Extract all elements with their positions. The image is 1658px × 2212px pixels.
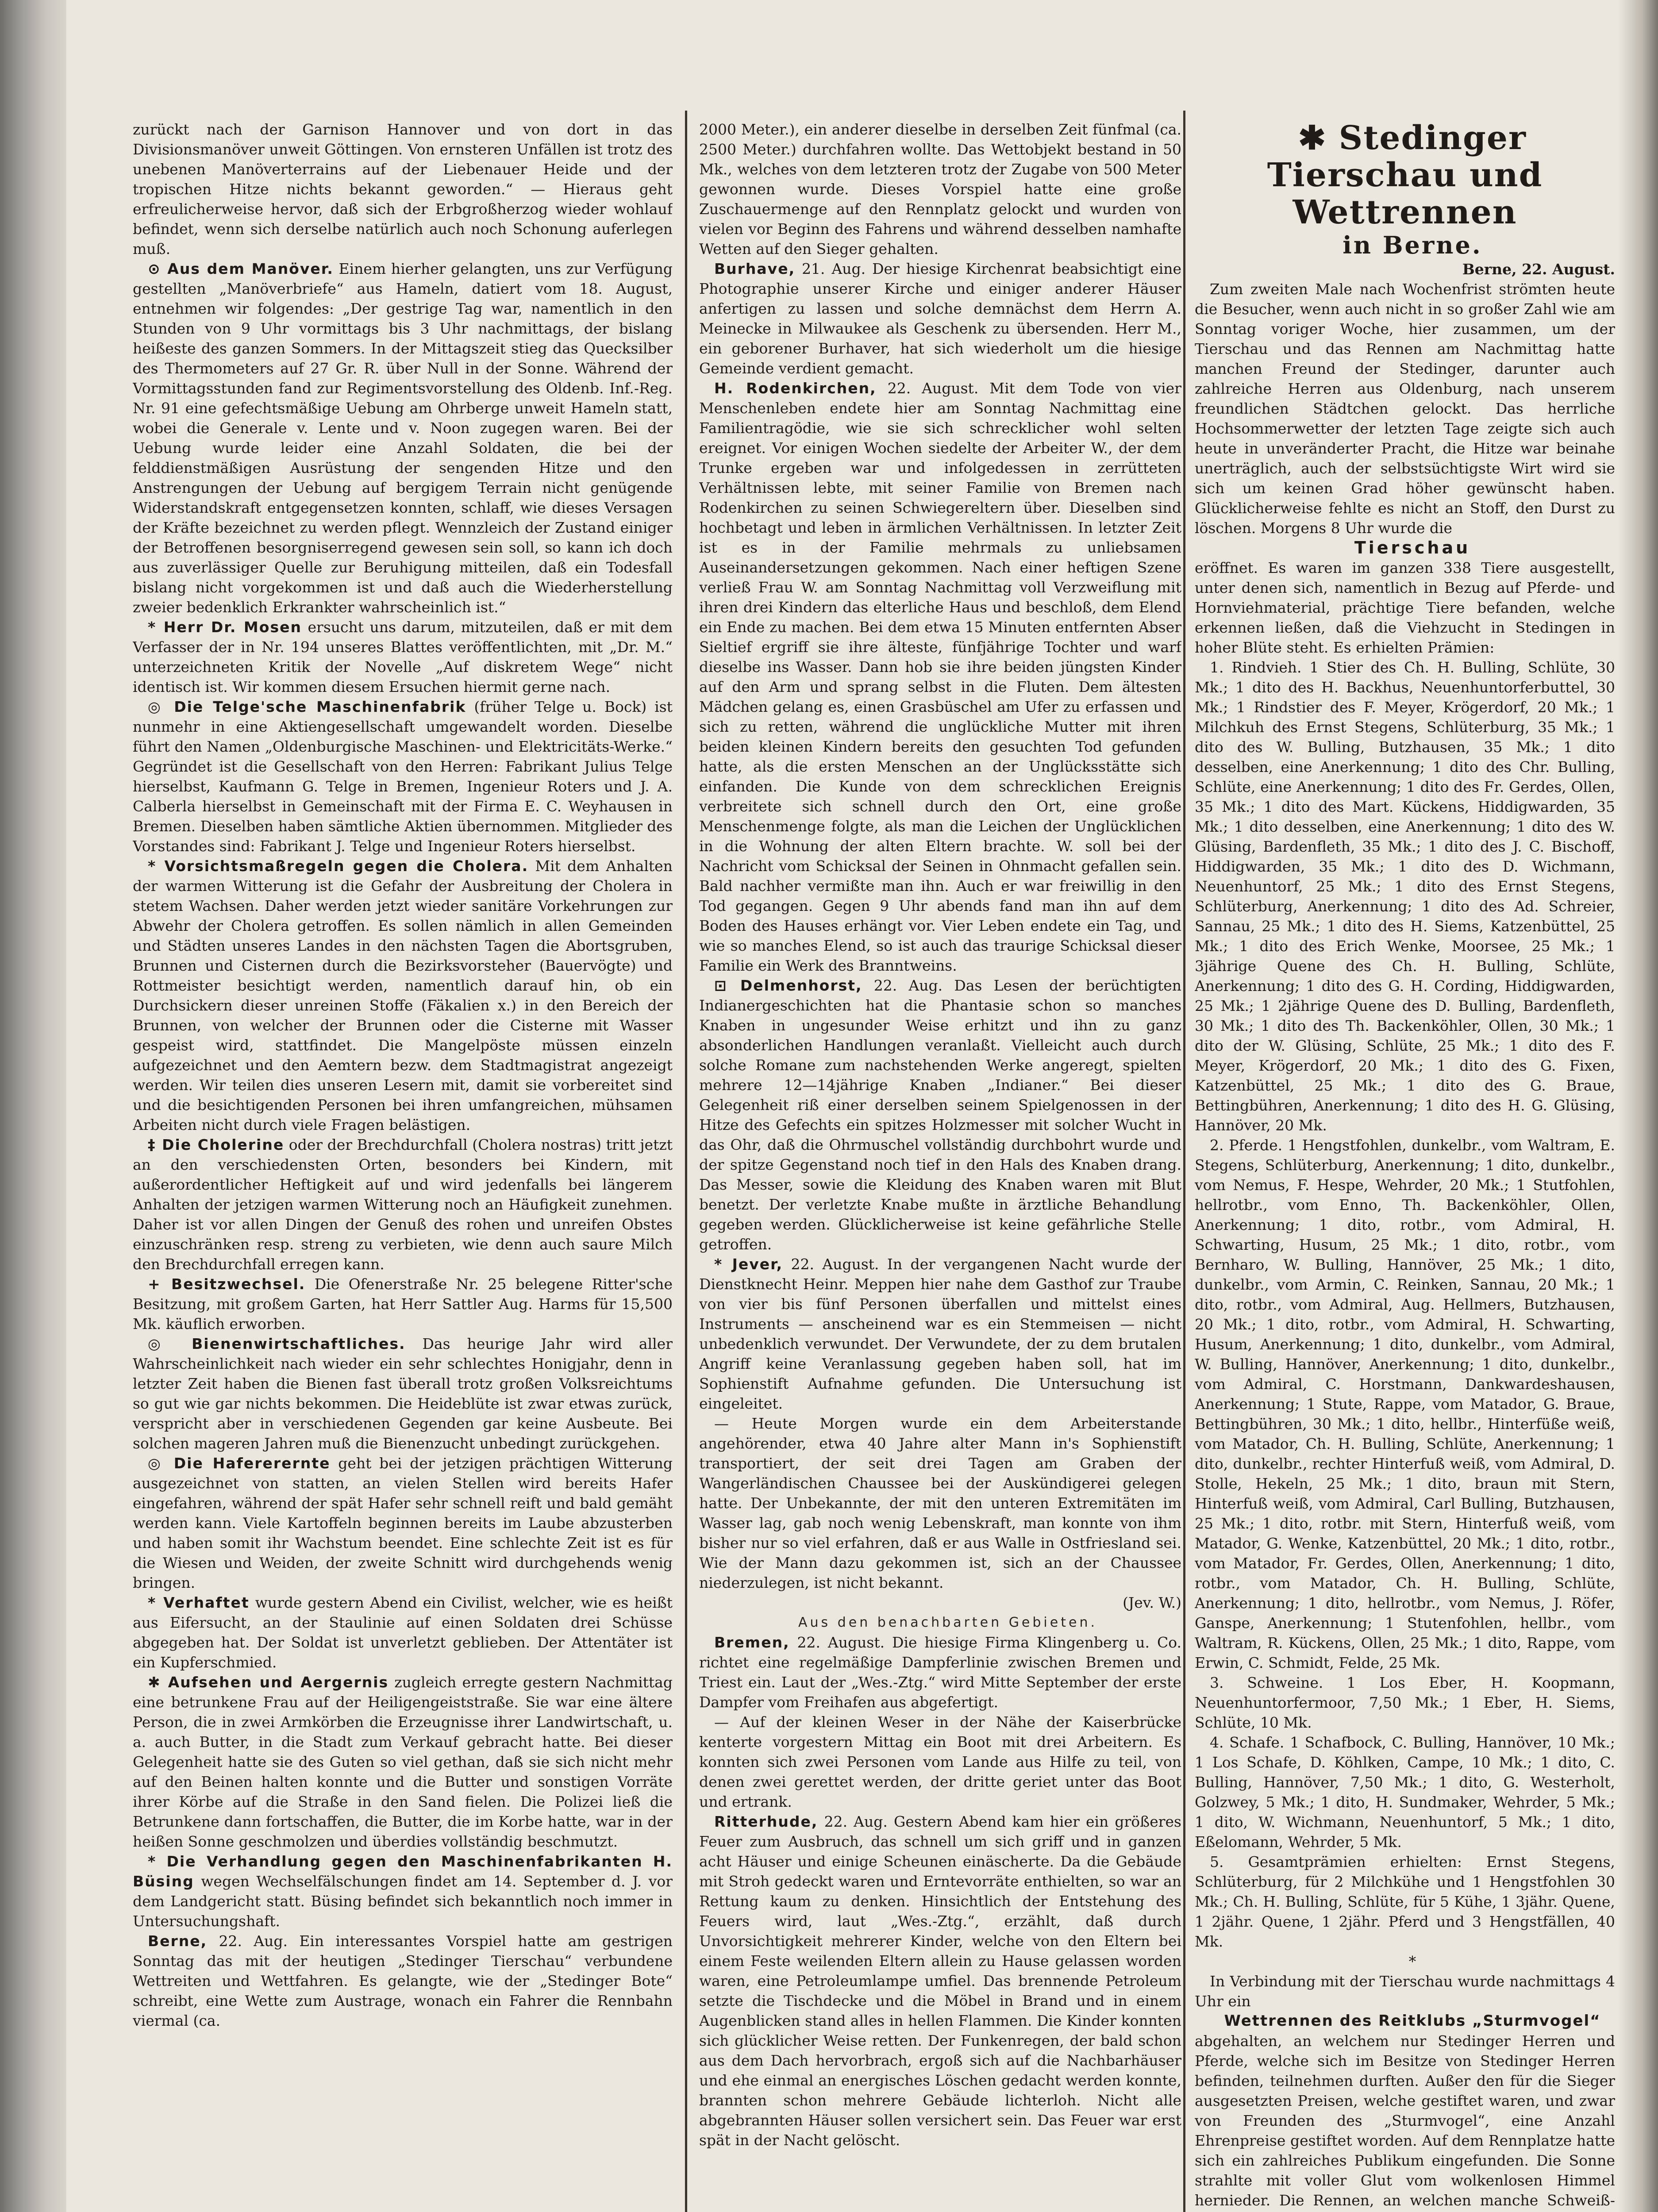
article-buesing [133, 1851, 673, 1931]
article-heading: ◎ Die Telge'sche Maschinenfabrik [148, 698, 466, 715]
article-text: — Heute Morgen wurde ein dem Arbeiterstande angehörender, etwa 40 Jahre alter Mann in's Sophienstift transportiert, der seit drei Tagen am Graben der Wangerländischen Chaussee bei der Auskündigerei gelegen hatte. Der Unbekannte, der mit den unteren Extremitäten im Wasser lag, gab noch wenig Lebenskraft, man konnte von ihm bisher nur so viel erfahren, daß er aus Walle in Ostfriesland sei. Wie der Mann dazu gekommen ist, sich an der Chaussee niederzulegen, ist nicht bekannt. [699, 1415, 1181, 1591]
article-text: (früher Telge u. Bock) ist nunmehr in eine Aktiengesellschaft umgewandelt worden. Dieselbe führt den Namen „Oldenburgische Maschinen- und Elektricitäts-Werke.“ Gegründet ist die Gesellschaft von den Herren: Fabrikant Julius Telge hierselbst, Kaufmann G. Telge in Bremen, Ingenieur Roters und J. A. Calberla hierselbst in Gemeinschaft mit der Firma E. C. Weyhausen in Bremen. Dieselben haben sämtliche Aktien übernommen. Mitglieder des Vorstandes sind: Fabrikant J. Telge und Ingenieur Roters hierselbst. [133, 698, 673, 855]
prize-list-cattle: 1. Rindvieh. 1 Stier des Ch. H. Bulling, Schlüte, 30 Mk.; 1 dito des H. Backhus, Neuenhuntorferbuttel, 30 Mk.; 1 Rindstier des F. Meyer, Krögerdorf, 20 Mk.; 1 Milchkuh des Ernst Stegens, Schlüterburg, 35 Mk.; 1 dito des W. Bulling, Butzhausen, 35 Mk.; 1 dito desselben, eine Anerkennung; 1 dito des Chr. Bulling, Schlüte, eine Anerkennung; 1 dito des Fr. Gerdes, Ollen, 35 Mk.; 1 dito des Mart. Kückens, Hiddigwarden, 35 Mk.; 1 dito desselben, eine Anerkennung; 1 dito des W. Glüsing, Bardenfleth, 35 Mk.; 1 dito des J. C. Bischoff, Hiddigwarden, 35 Mk.; 1 dito des D. Wichmann, Neuenhuntorf, 25 Mk.; 1 dito des Ernst Stegens, Schlüterburg, Anerkennung; 1 dito des Ad. Schreier, Sannau, 25 Mk.; 1 dito des H. Siems, Katzenbüttel, 25 Mk.; 1 dito des Erich Wenke, Moorsee, 25 Mk.; 1 3jährige Quene des Ch. H. Bulling, Schlüte, Anerkennung; 1 dito des G. H. Cording, Hiddigwarden, 25 Mk.; 1 2jährige Quene des D. Bulling, Bardenfleth, 30 Mk.; 1 dito des Th. Backenköhler, Ollen, 30 Mk.; 1 dito der W. Glüsing, Schlüte, 25 Mk.; 1 dito des F. Meyer, Krögerdorf, 20 Mk.; 1 dito des G. Fixen, Katzenbüttel, 25 Mk.; 1 dito des G. Braue, Bettingbühren, Anerkennung; 1 dito des H. G. Glüsing, Hannöver, 20 Mk. [1195, 659, 1615, 1134]
section-heading: Wettrennen des Reitklubs „Sturmvogel“ [1224, 2012, 1601, 2030]
article-burhave [699, 259, 1181, 378]
article-text: ersucht uns darum, mitzuteilen, daß er mit dem Verfasser der in Nr. 194 unseres Blattes veröffentlichten, mit „Dr. M.“ unterzeichneten Kritik der Novelle „Auf diskretem Wege“ nicht identisch ist. Wir kommen diesem Ersuchen hiermit gerne nach. [133, 618, 673, 695]
article-text: 21. Aug. Der hiesige Kirchenrat beabsichtigt eine Photographie unserer Kirche und einiger anderer Häuser anfertigen zu lassen und solche demnächst dem Herrn A. Meinecke in Milwaukee als Geschenk zu übersenden. Herr M., ein geborener Burhaver, hat sich wiederholt um die hiesige Gemeinde verdient gemacht. [699, 260, 1181, 377]
article-text: eröffnet. Es waren im ganzen 338 Tiere ausgestellt, unter denen sich, namentlich in Bezug auf Pferde- und Hornviehmaterial, prächtige Tiere befanden, welche erkennen ließen, daß die Viehzucht in Stedingen in hoher Blüte steht. Es erhielten Prämien: [1195, 559, 1615, 656]
article-text: 22. Aug. Das Lesen der berüchtigten Indianergeschichten hat die Phantasie schon so manches Knaben in ungesunder Weise erhitzt und ihn zu ganz absonderlichen Handlungen veranlaßt. Vielleicht auch durch solche Romane zum nachstehenden Werke angeregt, spielten mehrere 12—14jährige Knaben „Indianer.“ Bei dieser Gelegenheit riß einer derselben seinem Spielgenossen in der Hitze des Gefechts ein spitzes Holzmesser mit solcher Wucht in das Ohr, daß die Ohrmuschel vollständig durchbohrt wurde und der spitze Gegenstand noch tief in den Hals des Knaben drang. Das Messer, sowie die Kleidung des Knaben waren mit Blut benetzt. Der verletzte Knabe mußte in ärztliche Behandlung gegeben werden. Glücklicherweise ist keine gefährliche Stelle getroffen. [699, 977, 1181, 1253]
column-1 [133, 119, 673, 2212]
page-right-edge [1618, 0, 1658, 2212]
column-rule-2 [1183, 111, 1185, 2212]
article-heading: ⊡ Delmenhorst, [714, 977, 862, 994]
article-heading: ◎ Bienenwirtschaftliches. [148, 1335, 406, 1352]
article-bremen [699, 1632, 1181, 1712]
article-text: 22. August. In der vergangenen Nacht wurde der Dienstknecht Heinr. Meppen hier nahe dem Gasthof zur Traube von vier bis fünf Personen überfallen und mittelst eines Instruments — anscheinend war es ein Stemmeisen — nicht unbedenklich verwundet. Der Verwundete, der zu dem brutalen Angriff keine Veranlassung gegeben haben soll, hat im Sophienstift Aufnahme gefunden. Die Untersuchung ist eingeleitet. [699, 1256, 1181, 1412]
scan-binding-shadow [0, 0, 66, 2212]
article-heading: H. Rodenkirchen, [714, 380, 877, 397]
article-text: 22. Aug. Ein interessantes Vorspiel hatte am gestrigen Sonntag das mit der heutigen „Stedinger Tierschau“ verbundene Wettreiten und Wettfahren. Es gelangte, wie der „Stedinger Bote“ schreibt, eine Wette zum Austrage, wonach ein Fahrer die Rennbahn viermal (ca. [133, 1932, 673, 2029]
article-hafer [133, 1453, 673, 1593]
article-text: Das heurige Jahr wird aller Wahrscheinlichkeit nach wieder ein sehr schlechtes Honigjahr, denn in letzter Zeit haben die Bienen fast überall trotz großen Volksreichtums so gut wie gar nichts bekommen. Die Heideblüte ist zwar etwas zurück, verspricht aber in verschiedenen Gegenden gar keine Ausbeute. Bei solchen mageren Jahren muß die Bienenzucht unbedingt zurückgehen. [133, 1335, 673, 1452]
article-text: In Verbindung mit der Tierschau wurde nachmittags 4 Uhr ein [1195, 1973, 1615, 2010]
article-text: 22. August. Die hiesige Firma Klingenberg u. Co. richtet eine regelmäßige Dampferlinie zwischen Bremen und Triest ein. Laut der „Wes.-Ztg.“ wird Mitte September der erste Dampfer vom Freihafen aus abgefertigt. [699, 1634, 1181, 1711]
article-heading: ◎ Die Hafererernte [148, 1455, 331, 1472]
article-text: oder der Brechdurchfall (Cholera nostras) tritt jetzt an den verschiedensten Orten, besonders bei Kindern, mit außerordentlicher Heftigkeit auf und wird jedenfalls bei längerem Anhalten der jetzigen warmen Witterung noch an Häufigkeit zunehmen. Daher ist vor allen Dingen der Genuß des rohen und unreifen Obstes einzuschränken resp. streng zu verbieten, wie denn auch saure Milch den Brechdurchfall erregen kann. [133, 1136, 673, 1273]
article-verhaftet [133, 1593, 673, 1672]
feature-subtitle: in Berne. [1343, 231, 1482, 259]
article-heading: ‡ Die Cholerine [148, 1136, 285, 1153]
prize-list-horses: 2. Pferde. 1 Hengstfohlen, dunkelbr., vom Waltram, E. Stegens, Schlüterburg, Anerkennung; 1 dito, dunkelbr., vom Nemus, F. Hespe, Wehrder, 20 Mk.; 1 Stutfohlen, hellrotbr., vom Enno, Th. Backenköhler, Ollen, Anerkennung; 1 dito, rotbr., vom Admiral, H. Schwarting, Husum, 25 Mk.; 1 dito, rotbr., vom Bernharo, W. Bulling, Hannöver, 25 Mk.; 1 dito, dunkelbr., vom Armin, C. Reinken, Sannau, 20 Mk.; 1 dito, rotbr., vom Admiral, Aug. Hellmers, Butzhausen, 20 Mk.; 1 dito, rotbr., vom Admiral, H. Schwarting, Husum, Anerkennung; 1 dito, dunkelbr., vom Admiral, W. Bulling, Hannöver, Anerkennung; 1 dito, dunkelbr., vom Admiral, C. Horstmann, Dankwardeshausen, Anerkennung; 1 Stute, Rappe, vom Matador, G. Braue, Bettingbühren, 30 Mk.; 1 dito, hellbr., Hinterfüße weiß, vom Matador, Ch. H. Bulling, Schlüte, Anerkennung; 1 dito, dunkelbr., rechter Hinterfuß weiß, vom Admiral, D. Stolle, Hekeln, 25 Mk.; 1 dito, braun mit Stern, Hinterfuß weiß, vom Admiral, Carl Bulling, Butzhausen, 25 Mk.; 1 dito, rotbr. mit Stern, Hinterfuß weiß, vom Matador, G. Wenke, Katzenbüttel, 20 Mk.; 1 dito, rotbr., vom Matador, Fr. Gerdes, Ollen, Anerkennung; 1 dito, rotbr., vom Matador, Ch. H. Bulling, Schlüte, Anerkennung; 1 dito, hellrotbr., vom Nemus, J. Röfer, Ganspe, Anerkennung; 1 Stutenfohlen, hellbr., vom Waltram, R. Kückens, Ollen, 25 Mk.; 1 dito, Rappe, vom Erwin, C. Schmidt, Felde, 25 Mk. [1195, 1137, 1615, 1671]
article-delmenhorst [699, 975, 1181, 1254]
article-cholerine [133, 1135, 673, 1274]
section-title: Aus den benachbarten Gebieten. [798, 1615, 1097, 1630]
article-text: 22. August. Mit dem Tode von vier Menschenleben endete hier am Sonntag Nachmittag eine Familientragödie, wie sie sich schrecklicher wohl selten ereignet. Vor einigen Wochen siedelte der Arbeiter W., der dem Trunke ergeben war und infolgedessen in zerrütteten Verhältnissen lebte, mit seiner Familie von Bremen nach Rodenkirchen zu seinen Schwiegereltern über. Dieselben sind hochbetagt und leben in ärmlichen Verhältnissen. In letzter Zeit ist es in der Familie mehrmals zu unliebsamen Auseinandersetzungen gekommen. Nach einer heftigen Szene verließ Frau W. am Sonntag Nachmittag voll Verzweiflung mit ihren drei Kindern das elterliche Haus und beschloß, dem Elend ein Ende zu machen. Bei dem etwa 15 Minuten entfernten Abser Sieltief ergriff sie ihre älteste, fünfjährige Tochter und warf dieselbe ins Wasser. Dann hob sie ihre beiden jüngsten Kinder auf den Arm und sprang selbst in die Fluten. Dem ältesten Mädchen gelang es, einen Grasbüschel am Ufer zu erfassen und sich zu retten, während die unglückliche Mutter mit ihren beiden kleinen Kindern bereits den gesuchten Tod gefunden hatte, als die ersten Menschen an der Unglücksstätte sich einfanden. Die Kunde von dem schrecklichen Ereignis verbreitete sich schnell durch den Ort, eine große Menschenmenge folgte, als man die Leichen der Unglücklichen in die Wohnung der alten Eltern brachte. W. soll bei der Nachricht vom Schicksal der Seinen in Ohnmacht gefallen sein. Bald nachher vermißte man ihn. Auch er war freiwillig in den Tod gegangen. Gegen 9 Uhr abends fand man ihn auf dem Boden des Hauses erhängt vor. Vier Leben endete ein Tag, und wie so manches Elend, so ist auch das traurige Schicksal dieser Familie ein Werk des Branntweins. [699, 380, 1181, 974]
article-text: 22. Aug. Gestern Abend kam hier ein größeres Feuer zum Ausbruch, das schnell um sich griff und in ganzen acht Häuser und einige Scheunen einäscherte. Da die Gebäude mit Stroh gedeckt waren und Erntevorräte enthielten, so war an Rettung kaum zu denken. Hinsichtlich der Entstehung des Feuers wird, laut „Wes.-Ztg.“, erzählt, daß durch Unvorsichtigkeit mehrerer Kinder, welche von den Eltern bei einem Feste weilenden Eltern allein zu Hause gelassen worden waren, eine Petroleumlampe umfiel. Das brennende Petroleum setzte die Tischdecke und die Möbel in Brand und in einem Augenblicken stand alles in hellen Flammen. Die Kinder konnten sich glücklicher Weise retten. Der Funkenregen, der bald schon aus dem Dach hervorbrach, ergoß sich auf die Nachbarhäuser und ehe einmal an energisches Löschen gedacht werden konnte, brannten schon mehrere Gebäude lichterloh. Nicht alle abgebrannten Häuser sollen versichert sein. Das Feuer war erst spät in der Nacht gelöscht. [699, 1813, 1181, 2149]
feature-title: ✱ Stedinger Tierschau und Wettrennen [1267, 119, 1543, 231]
article-heading: + Besitzwechsel. [148, 1275, 306, 1293]
article-text: 2000 Meter.), ein anderer dieselbe in derselben Zeit fünfmal (ca. 2500 Meter.) durchfahren wollte. Das Wettobjekt bestand in 50 Mk., welches von dem letzteren trotz der Zugabe von 500 Meter gewonnen wurde. Dieses Vorspiel hatte eine große Zuschauermenge auf den Rennplatz gelockt und wurden von vielen vor Beginn des Fahrens und während desselben namhafte Wetten auf den Sieger gehalten. [699, 121, 1181, 257]
article-heading: * Jever, [714, 1256, 783, 1273]
article-heading: Ritterhude, [714, 1813, 818, 1830]
article-heading: * Vorsichtsmaßregeln gegen die Cholera. [148, 857, 529, 875]
dateline: Berne, 22. August. [1462, 261, 1615, 278]
article-heading: ⊙ Aus dem Manöver. [148, 260, 334, 277]
article-berne [133, 1931, 673, 2031]
article-text: Einem hierher gelangten, uns zur Verfügung gestellten „Manöverbriefe“ aus Hameln, datiert vom 18. August, entnehmen wir folgendes: „Der gestrige Tag war, namentlich in den Stunden von 9 Uhr vormittags bis 3 Uhr nachmittags, der bislang heißeste des ganzen Sommers. In der Mittagszeit stieg das Quecksilber des Thermometers auf 27 Gr. R. über Null in der Sonne. Während der Vormittagsstunden fand zur Regimentsvorstellung des Oldenb. Inf.-Reg. Nr. 91 eine gefechtsmäßige Uebung am Ohrberge unweit Hameln statt, wobei die Generale v. Lente und v. Noon zugegen waren. Bei der Uebung wurde leider eine Anzahl Soldaten, die bei der felddienstmäßigen Ausrüstung der sengenden Hitze und den Anstrengungen der Uebung auf bergigem Terrain nicht genügende Widerstandskraft entgegensetzen konnten, schlaff, wie dieses Versagen der Kräfte bezeichnet zu werden pflegt. Wennzleich der Zustand einiger der Betroffenen besorgniserregend gewesen sein soll, so kann ich doch aus zuverlässiger Quelle zur Beruhigung mitteilen, daß ein Todesfall bislang nicht vorgekommen ist und daß auch die Wiederherstellung zweier bedenklich Erkrankter wahrscheinlich ist.“ [133, 260, 673, 616]
article-ritterhude [699, 1812, 1181, 2150]
article-heading: * Herr Dr. Mosen [148, 618, 302, 636]
article-heading: Burhave, [714, 260, 796, 277]
article-text: wurde gestern Abend ein Civilist, welcher, wie es heißt aus Eifersucht, an der Staulinie auf einen Soldaten drei Schüsse abgegeben hat. Der Soldat ist unverletzt geblieben. Der Attentäter ist ein Kupferschmied. [133, 1594, 673, 1671]
article-heading: Berne, [148, 1932, 208, 1950]
article-text: Die Ofenerstraße Nr. 25 belegene Ritter'sche Besitzung, mit großem Garten, hat Herr Sattler Aug. Harms für 15,500 Mk. käuflich erworben. [133, 1275, 673, 1333]
article-text: — Auf der kleinen Weser in der Nähe der Kaiserbrücke kenterte vorgestern Mittag ein Boot mit drei Arbeitern. Es konnten sich zwei Personen vom Lande aus Hilfe zu teil, von denen zwei gerettet werden, der dritte geriet unter das Boot und ertrank. [699, 1713, 1181, 1810]
article-heading: * Verhaftet [148, 1594, 250, 1611]
article-aufsehen [133, 1672, 673, 1851]
article-text: geht bei der jetzigen prächtigen Witterung ausgezeichnet von statten, an vielen Stellen wird bereits Hafer eingefahren, während der spät Hafer sehr schnell reift und bald gemäht werden kann. Viele Kartoffeln beginnen bereits im Laube abzusterben und haben somit ihr Wachstum beendet. Eine schlechte Zeit ist es für die Wiesen und Weiden, der zweite Schnitt wird durchgehends wenig bringen. [133, 1455, 673, 1591]
article-text: Mit dem Anhalten der warmen Witterung ist die Gefahr der Ausbreitung der Cholera in stetem Wachsen. Daher werden jetzt wieder sanitäre Vorkehrungen zur Abwehr der Cholera getroffen. Es sollen nämlich in allen Gemeinden und Städten unseres Landes in den nächsten Tagen die Abortsgruben, Brunnen und Cisternen durch die Bezirksvorsteher (Bauervögte) und Rottmeister besichtigt werden, namentlich darauf hin, ob ein Durchsickern dieser unreinen Stoffe (Fäkalien x.) in den Bereich der Brunnen, von welcher der Brunnen oder die Cisterne mit Wasser gespeist wird, stattfindet. Die Mangelpöste müssen einzeln aufgezeichnet und den Aemtern bezw. dem Stadtmagistrat angezeigt werden. Wir teilen dies unseren Lesern mit, damit sie vorbereitet sind und die besichtigenden Personen bei ihren umfangreichen, mühsamen Arbeiten nicht durch viele Fragen belästigen. [133, 857, 673, 1133]
article-text: Zum zweiten Male nach Wochenfrist strömten heute die Besucher, wenn auch nicht in so großer Zahl wie am Sonntag voriger Woche, hier zusammen, um der Tierschau und das Rennen am Nachmittag hatte manchen Freund der Stedinger, darunter auch zahlreiche Herren aus Oldenburg, nach unserem freundlichen Städtchen gelockt. Das herrliche Hochsommerwetter der letzten Tage zeigte sich auch heute in unveränderter Pracht, die Hitze war beinahe unerträglich, auch der selbstsüchtigste Wirt wird sie sich um keinen Grad höher gewünscht haben. Glücklicherweise fehlte es nicht an Stoff, den Durst zu löschen. Morgens 8 Uhr wurde die [1195, 280, 1615, 537]
article-text: zurückt nach der Garnison Hannover und von dort in das Divisionsmanöver unweit Göttingen. Von ernsteren Unfällen ist trotz des unebenen Manöverterrains auf der Liebenauer Heide und der tropischen Hitze nichts bekannt geworden.“ — Hieraus geht erfreulicherweise hervor, daß sich der Erbgroßherzog wieder wohlauf befindet, wenn sich derselbe natürlich auch noch Schonung auferlegen muß. [133, 121, 673, 257]
article-rodenkirchen [699, 378, 1181, 975]
prize-list-sheep: 4. Schafe. 1 Schafbock, C. Bulling, Hannöver, 10 Mk.; 1 Los Schafe, D. Köhlken, Campe, 10 Mk.; 1 dito, C. Bulling, Hannöver, 7,50 Mk.; 1 dito, G. Westerholt, Golzwey, 5 Mk.; 1 dito, H. Sundmaker, Wehrder, 5 Mk.; 1 dito, W. Wichmann, Neuenhuntorf, 5 Mk.; 1 dito, Eßelomann, Wehrder, 5 Mk. [1195, 1734, 1615, 1851]
article-telge-fabrik [133, 697, 673, 856]
column-3 [1195, 119, 1615, 2212]
prize-list-pigs: 3. Schweine. 1 Los Eber, H. Koopmann, Neuenhuntorfermoor, 7,50 Mk.; 1 Eber, H. Siems, Schlüte, 10 Mk. [1195, 1674, 1615, 1731]
article-source: (Jev. W.) [1123, 1594, 1181, 1611]
article-heading: Bremen, [714, 1634, 790, 1651]
article-besitzwechsel [133, 1274, 673, 1334]
article-text: abgehalten, an welchem nur Stedinger Herren und Pferde, welche sich im Besitze von Stedinger Herren befinden, teilnehmen durften. Außer den für die Sieger ausgesetzten Preisen, welche gestiftet waren, und zwar von Freunden des „Sturmvogel“, eine Anzahl Ehrenpreise gestiftet worden. Auf dem Rennplatze hatte sich ein zahlreiches Publikum eingefunden. Die Sonne strahlte mit voller Glut vom wolkenlosen Himmel hernieder. Die Rennen, an welchen manche Schweiß- [1195, 2032, 1615, 2209]
article-jever [699, 1254, 1181, 1413]
article-text: zugleich erregte gestern Nachmittag eine betrunkene Frau auf der Heiligengeiststraße. Sie war eine ältere Person, die in zwei Armkörben die Erzeugnisse ihrer Landwirtschaft, u. a. auch Butter, in die Stadt zum Verkauf gebracht hatte. Bei dieser Gelegenheit hatte sie des Guten so viel gethan, daß sie sich nicht mehr auf den Beinen halten konnte und die Butter und sonstigen Vorräte ihrer Körbe auf die Straße in den Sand fielen. Die Polizei ließ die Betrunkene dann fortschaffen, die Butter, die im Korbe hatte, war in der heißen Sonne geschmolzen und überdies vollständig beschmutzt. [133, 1674, 673, 1850]
asterisk-ornament-icon: ✱ [1298, 119, 1339, 157]
column-rule-1 [685, 111, 687, 2212]
article-heading: * Die Verhandlung gegen den Maschinenfabrikanten H. Büsing [133, 1853, 673, 1890]
article-bienen [133, 1334, 673, 1453]
article-dr-mosen [133, 617, 673, 697]
article-local-manoever [133, 259, 673, 617]
article-text: wegen Wechselfälschungen findet am 14. September d. J. vor dem Landgericht statt. Büsing befindet sich bekanntlich noch immer in Untersuchungshaft. [133, 1873, 673, 1930]
article-heading: ✱ Aufsehen und Aergernis [148, 1674, 389, 1691]
prize-list-total: 5. Gesamtprämien erhielten: Ernst Stegens, Schlüterburg, für 2 Milchkühe und 1 Hengstfohlen 30 Mk.; Ch. H. Bulling, Schlüte, für 5 Kühe, 1 3jähr. Quene, 1 2jähr. Quene, 1 2jähr. Pferd und 3 Hengstfällen, 40 Mk. [1195, 1853, 1615, 1950]
article-cholera [133, 856, 673, 1135]
separator: * [1408, 1953, 1416, 1970]
section-heading: Tierschau [1354, 538, 1471, 557]
column-2 [699, 119, 1181, 2212]
